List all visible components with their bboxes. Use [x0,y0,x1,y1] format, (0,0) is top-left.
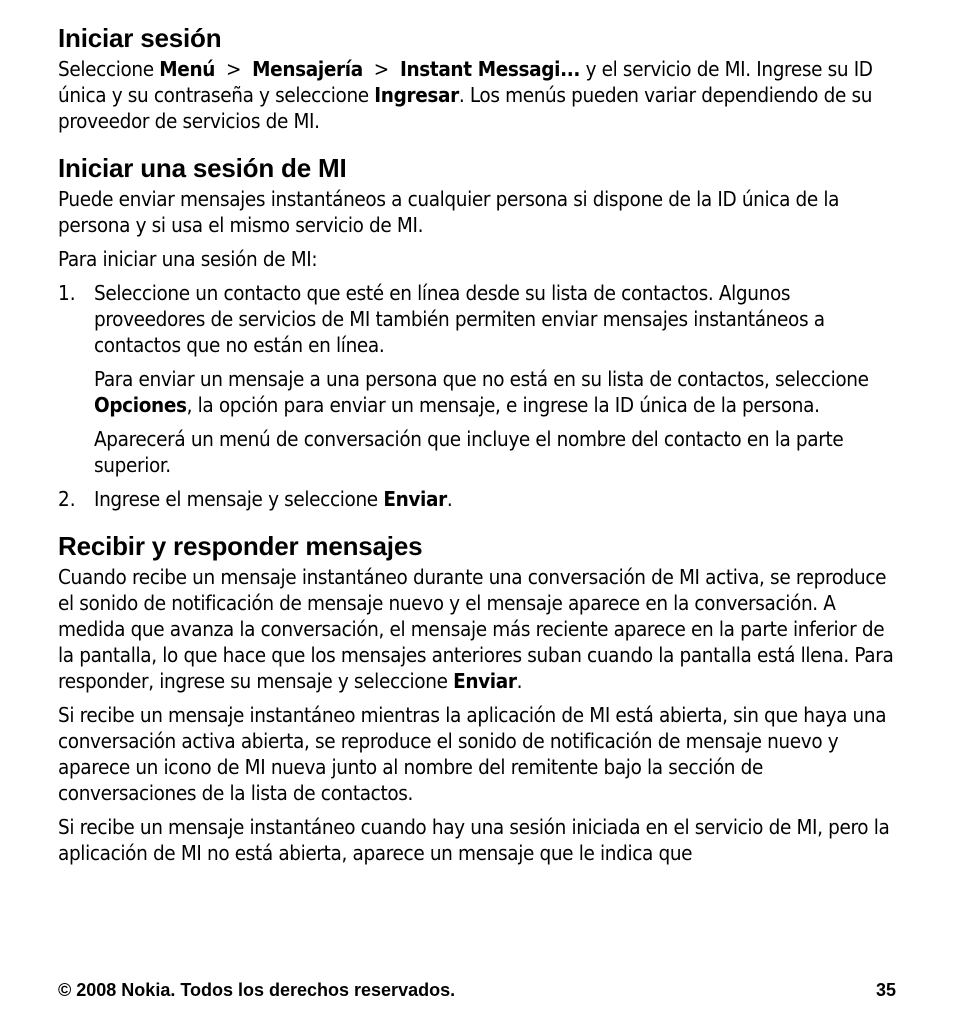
text-run: . [516,669,523,693]
page-number: 35 [875,980,896,1000]
text-run: y el servicio de MI. Ingrese su ID única y su contraseña y seleccione [58,57,873,107]
step-text [94,486,898,512]
page-footer [58,978,896,1002]
list-item [58,280,898,478]
paragraph-intro: Puede enviar mensajes instantáneos a cualquier persona si dispone de la ID única de la persona y si usa el mismo servicio de MI. [58,187,840,237]
step-subparagraph: Aparecerá un menú de conversación que incluye el nombre del contacto en la parte superior. [94,427,844,477]
paragraph-recibir-1 [58,564,898,694]
text-run: Cuando recibe un mensaje instantáneo durante una conversación de MI activa, se reproduce el sonido de notificación de mensaje nuevo y el mensaje aparece en la conversación. A medida que avanza la conversación, el mensaje más reciente aparece en la parte inferior de la pantalla, lo que hace que los mensajes anteriores suban cuando la pantalla está llena. Para responder, ingrese su mensaje y seleccione [58,565,894,693]
text-run: Ingrese el mensaje y seleccione [94,487,384,511]
step-text: Seleccione un contacto que esté en línea desde su lista de contactos. Algunos proveedores de servicios de MI también permiten enviar mensajes instantáneos a contactos que no están en línea. [94,281,825,357]
paragraph-recibir-2: Si recibe un mensaje instantáneo mientras la aplicación de MI está abierta, sin que haya una conversación activa abierta, se reproduce el sonido de notificación de mensaje nuevo y aparece un icono de MI nueva junto al nombre del remitente bajo la sección de conversaciones de la lista de contactos. [58,703,887,805]
menu-path-menu: Menú [159,57,216,81]
menu-separator: > [362,57,400,81]
text-run: Para enviar un mensaje a una persona que no está en su lista de contactos, seleccione [94,367,869,391]
list-item [58,486,898,512]
step-number: 1. [58,281,76,305]
menu-separator: > [215,57,253,81]
text-run: . [446,487,453,511]
heading-recibir-responder: Recibir y responder mensajes [58,531,423,561]
option-enviar: Enviar [383,487,447,511]
paragraph-iniciar-sesion [58,56,898,134]
text-run: . Los menús pueden variar dependiendo de su proveedor de servicios de MI. [58,83,873,133]
menu-path-instant-messaging: Instant Messagi... [399,57,581,81]
paragraph-steps-intro: Para iniciar una sesión de MI: [58,247,318,271]
heading-iniciar-sesion-mi: Iniciar una sesión de MI [58,153,347,183]
option-enviar: Enviar [453,669,517,693]
heading-iniciar-sesion: Iniciar sesión [58,23,222,53]
option-opciones: Opciones [94,393,187,417]
paragraph-recibir-3: Si recibe un mensaje instantáneo cuando hay una sesión iniciada en el servicio de MI, pero la aplicación de MI no está abierta, aparece un mensaje que le indica que [58,815,890,865]
step-subparagraph [94,366,898,418]
option-ingresar: Ingresar [374,83,459,107]
text-run: , la opción para enviar un mensaje, e ingrese la ID única de la persona. [186,393,820,417]
document-page [58,22,898,866]
copyright-notice: © 2008 Nokia. Todos los derechos reservados. [58,980,456,1000]
menu-path-mensajeria: Mensajería [252,57,363,81]
text-run: Seleccione [58,57,160,81]
steps-list [58,280,898,512]
step-number: 2. [58,487,76,511]
